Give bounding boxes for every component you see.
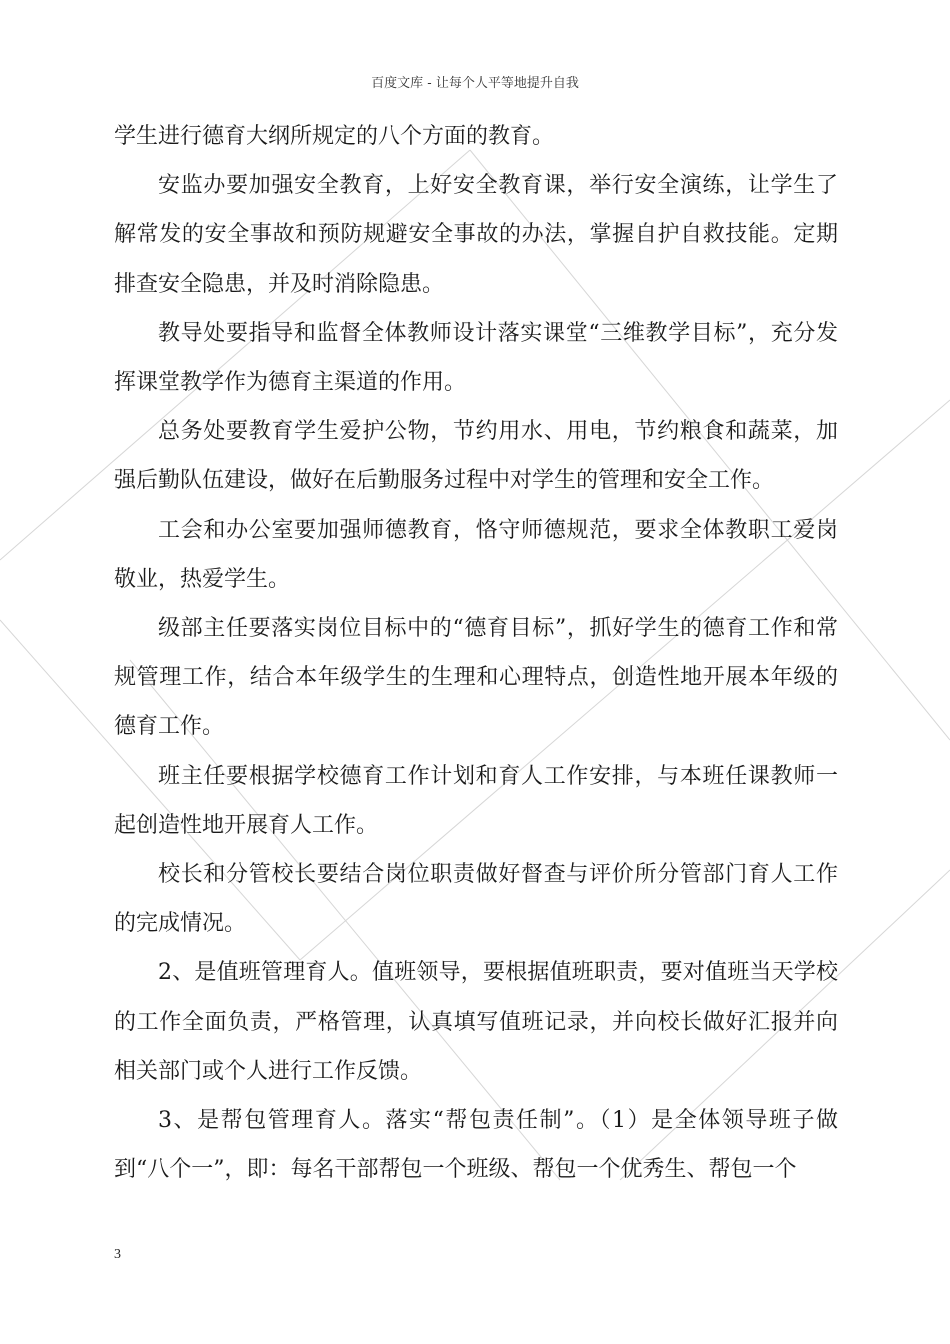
document-body bbox=[114, 112, 838, 1194]
paragraph: 校长和分管校长要结合岗位职责做好督查与评价所分管部门育人工作的完成情况。 bbox=[114, 862, 838, 937]
paragraph: 总务处要教育学生爱护公物，节约用水、用电，节约粮食和蔬菜，加强后勤队伍建设，做好在后勤服务过程中对学生的管理和安全工作。 bbox=[114, 419, 838, 494]
paragraph: 安监办要加强安全教育，上好安全教育课，举行安全演练，让学生了解常发的安全事故和预防规避安全事故的办法，掌握自护自救技能。定期排查安全隐患，并及时消除隐患。 bbox=[114, 173, 838, 297]
page-header: 百度文库 - 让每个人平等地提升自我 bbox=[371, 76, 579, 91]
paragraph: 3、是帮包管理育人。落实“帮包责任制”。（1）是全体领导班子做到“八个一”，即：每名干部帮包一个班级、帮包一个优秀生、帮包一个 bbox=[114, 1108, 838, 1183]
paragraph: 级部主任要落实岗位目标中的“德育目标”，抓好学生的德育工作和常规管理工作，结合本年级学生的生理和心理特点，创造性地开展本年级的德育工作。 bbox=[114, 616, 838, 740]
paragraph: 工会和办公室要加强师德教育，恪守师德规范，要求全体教职工爱岗敬业，热爱学生。 bbox=[114, 517, 838, 592]
paragraph: 学生进行德育大纲所规定的八个方面的教育。 bbox=[114, 124, 555, 149]
paragraph: 2、是值班管理育人。值班领导，要根据值班职责，要对值班当天学校的工作全面负责，严格管理，认真填写值班记录，并向校长做好汇报并向相关部门或个人进行工作反馈。 bbox=[114, 960, 838, 1084]
paragraph: 班主任要根据学校德育工作计划和育人工作安排，与本班任课教师一起创造性地开展育人工作。 bbox=[114, 763, 838, 838]
page-number: 3 bbox=[114, 1247, 121, 1262]
paragraph: 教导处要指导和监督全体教师设计落实课堂“三维教学目标”，充分发挥课堂教学作为德育主渠道的作用。 bbox=[114, 320, 838, 396]
